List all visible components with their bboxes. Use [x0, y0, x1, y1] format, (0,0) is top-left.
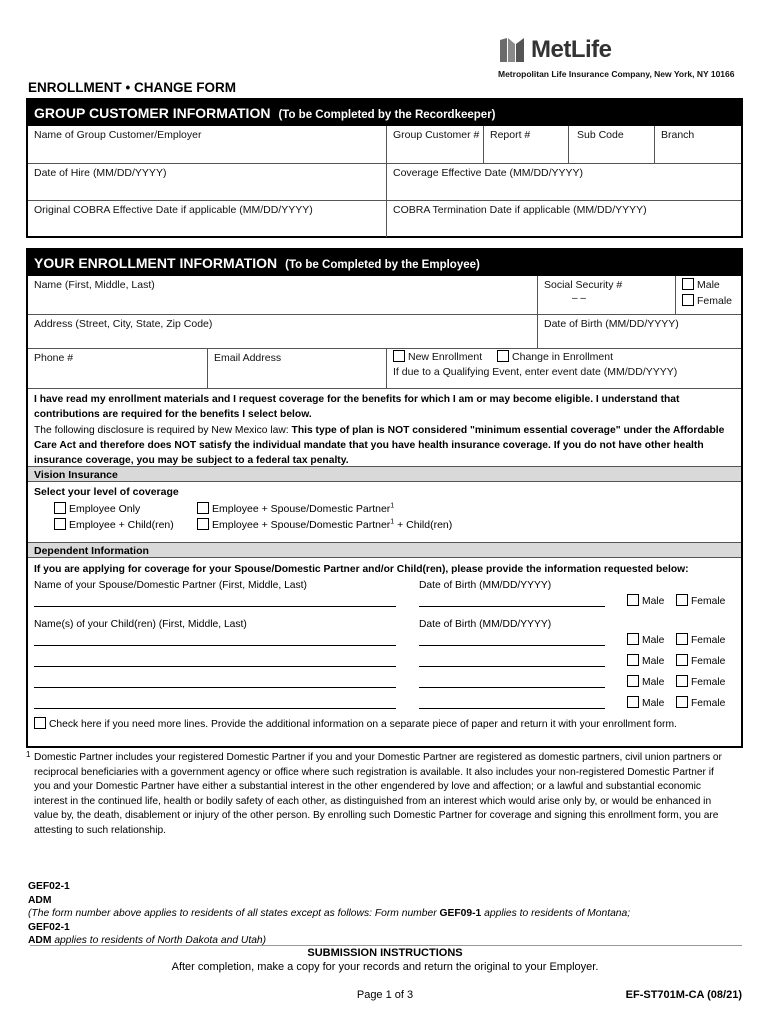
child-female-option[interactable] [676, 633, 725, 646]
child-male-option[interactable] [627, 654, 664, 667]
new-enrollment-checkbox[interactable] [393, 350, 405, 362]
employee-spouse-children-option[interactable] [197, 518, 452, 531]
date-of-hire-field[interactable] [28, 164, 386, 200]
female-checkbox[interactable] [682, 294, 694, 306]
child-female-option[interactable] [676, 654, 725, 667]
employee-spouse-option[interactable] [197, 502, 394, 515]
child-name-input[interactable] [34, 645, 396, 646]
group-section-title: GROUP CUSTOMER INFORMATION [34, 105, 271, 121]
page-number: Page 1 of 3 [356, 989, 414, 1001]
spouse-dob-input[interactable] [419, 606, 605, 607]
change-enrollment-option[interactable] [497, 351, 613, 363]
form-code-1: GEF02-1 [28, 881, 70, 892]
employee-only-label: Employee Only [69, 503, 141, 515]
more-lines-label: Check here if you need more lines. Provide the additional information on a separate piece of paper and return it with your enrollment form. [49, 719, 677, 730]
enroll-row-address [28, 314, 741, 348]
child-male-label: Male [642, 635, 665, 646]
child-female-checkbox[interactable] [676, 675, 688, 687]
child-female-label: Female [691, 635, 726, 646]
group-section-subtitle: (To be Completed by the Recordkeeper) [278, 109, 496, 121]
phone-field[interactable] [28, 349, 207, 388]
children-name-label: Name(s) of your Child(ren) (First, Middle, Last) [34, 619, 247, 630]
sub-code-label: Sub Code [577, 129, 624, 141]
spouse-female-option[interactable] [676, 594, 725, 607]
employee-children-option[interactable] [54, 518, 174, 531]
child-female-label: Female [691, 698, 726, 709]
female-label: Female [697, 295, 733, 307]
form-code-3: GEF02-1 [28, 921, 70, 933]
employee-spouse-checkbox[interactable] [197, 502, 209, 514]
child-male-checkbox[interactable] [627, 696, 639, 708]
company-address: Metropolitan Life Insurance Company, New York, NY 10166 [498, 69, 735, 79]
more-lines-option[interactable] [34, 717, 677, 730]
vision-insurance-header: Vision Insurance [28, 466, 741, 482]
child-male-label: Male [642, 656, 665, 667]
new-mexico-disclosure-2: Care Act and therefore does NOT satisfy the individual mandate that you have health insurance coverage. If you do not have other health [34, 439, 704, 451]
cobra-effective-date-label: Original COBRA Effective Date if applicable (MM/DD/YYYY) [34, 204, 313, 216]
enrollment-section-header [28, 250, 741, 276]
employee-dob-label: Date of Birth (MM/DD/YYYY) [544, 318, 679, 330]
employee-dob-field[interactable] [537, 315, 741, 348]
footnote-mark: 1 [26, 750, 31, 759]
new-enrollment-option[interactable] [393, 351, 482, 363]
footnote-line: attesting to such relationship. [34, 824, 166, 836]
employee-children-label: Employee + Child(ren) [69, 519, 174, 531]
child-male-option[interactable] [627, 696, 664, 709]
spouse-male-option[interactable] [627, 594, 664, 607]
male-label: Male [697, 279, 720, 291]
form-title: ENROLLMENT • CHANGE FORM [28, 80, 236, 95]
child-male-option[interactable] [627, 633, 664, 646]
qualifying-event-label: If due to a Qualifying Event, enter event date (MM/DD/YYYY) [393, 366, 678, 378]
attestation-line-1: I have read my enrollment materials and I request coverage for the benefits for which I am or may become eligible. I understand that [34, 394, 680, 405]
footnote-ref: 1 [390, 502, 395, 510]
employee-only-option[interactable] [54, 502, 140, 515]
phone-label: Phone # [34, 352, 74, 364]
spouse-male-checkbox[interactable] [627, 594, 639, 606]
group-row-1 [28, 126, 741, 163]
vision-options [28, 482, 741, 542]
form-code-2: ADM [28, 894, 52, 906]
male-checkbox[interactable] [682, 278, 694, 290]
form-note-a: (The form number above applies to residents of all states except as follows: Form number [28, 908, 440, 919]
female-option[interactable] [682, 293, 735, 309]
footnote-ref: 1 [390, 518, 395, 526]
attestation-block [28, 388, 741, 466]
employee-spouse-children-checkbox[interactable] [197, 518, 209, 530]
child-female-checkbox[interactable] [676, 696, 688, 708]
new-enrollment-label: New Enrollment [408, 351, 483, 363]
email-field[interactable] [207, 349, 386, 388]
enroll-row-name [28, 276, 741, 314]
submission-text: After completion, make a copy for your records and return the original to your Employer. [171, 961, 599, 973]
spouse-female-checkbox[interactable] [676, 594, 688, 606]
form-code: EF-ST701M-CA (08/21) [625, 989, 742, 1001]
child-name-input[interactable] [34, 708, 396, 709]
footnote-line: you and your Domestic Partner have either a substantial interest in the other engendered by love and affection; or a lawful and substantial economic [34, 781, 701, 793]
gender-options [675, 276, 741, 314]
group-customer-name-label: Name of Group Customer/Employer [34, 129, 202, 141]
cobra-termination-date-field[interactable] [386, 201, 741, 237]
employee-only-checkbox[interactable] [54, 502, 66, 514]
branch-label: Branch [661, 129, 695, 141]
child-dob-input[interactable] [419, 645, 605, 646]
ssn-separators: – – [572, 293, 586, 304]
sub-code-field[interactable] [568, 126, 654, 163]
dependent-block [28, 558, 741, 738]
ssn-field[interactable] [537, 276, 675, 314]
new-mexico-disclosure-3: insurance coverage, you may be subject to a federal tax penalty. [34, 455, 349, 467]
child-male-label: Male [642, 698, 665, 709]
group-customer-number-field[interactable] [386, 126, 483, 163]
address-field[interactable] [28, 315, 537, 348]
child-female-option[interactable] [676, 675, 725, 688]
report-number-label: Report # [490, 129, 531, 141]
footnote-line: Domestic Partner includes your registered Domestic Partner if you and your Domestic Partner are registered as domestic partners, civil union partners or [34, 752, 722, 763]
employee-name-field[interactable] [28, 276, 537, 314]
employee-spouse-label: Employee + Spouse/Domestic Partner [212, 503, 391, 515]
child-male-label: Male [642, 677, 665, 688]
new-mexico-disclosure-intro: The following disclosure is required by New Mexico law: [34, 424, 292, 436]
form-note-c: applies to residents of Montana; [481, 908, 631, 919]
coverage-level-label: Select your level of coverage [34, 486, 179, 498]
form-note-d: applies to residents of North Dakota and Utah) [51, 935, 267, 946]
group-row-2 [28, 163, 741, 200]
logo-text: MetLife [531, 36, 612, 63]
child-male-checkbox[interactable] [627, 633, 639, 645]
enrollment-section-title: YOUR ENROLLMENT INFORMATION [34, 255, 278, 271]
employee-spouse-children-suffix: + Child(ren) [394, 519, 453, 531]
group-customer-number-label: Group Customer # [393, 129, 480, 141]
enroll-row-phone [28, 348, 741, 388]
divider [30, 945, 742, 946]
spouse-name-input[interactable] [34, 606, 396, 607]
child-dob-input[interactable] [419, 687, 605, 688]
attestation-line-2: contributions are required for the benefits I select below. [34, 409, 312, 421]
dependent-intro: If you are applying for coverage for your Spouse/Domestic Partner and/or Child(ren), please provide the information requested below: [34, 564, 689, 575]
child-female-label: Female [691, 677, 726, 688]
enrollment-section-subtitle: (To be Completed by the Employee) [285, 259, 480, 271]
employee-spouse-children-label: Employee + Spouse/Domestic Partner [212, 519, 391, 531]
child-name-input[interactable] [34, 666, 396, 667]
report-number-field[interactable] [483, 126, 568, 163]
child-male-checkbox[interactable] [627, 675, 639, 687]
domestic-partner-footnote [34, 751, 744, 839]
employee-name-label: Name (First, Middle, Last) [34, 279, 155, 291]
spouse-male-label: Male [642, 596, 665, 607]
metlife-logo [498, 36, 612, 64]
child-dob-input[interactable] [419, 666, 605, 667]
email-label: Email Address [214, 352, 282, 364]
child-female-label: Female [691, 656, 726, 667]
change-enrollment-label: Change in Enrollment [512, 351, 614, 363]
ssn-label: Social Security # [544, 279, 623, 291]
cobra-effective-date-field[interactable] [28, 201, 386, 237]
group-customer-name-field[interactable] [28, 126, 386, 163]
form-note-b: GEF09-1 [439, 908, 482, 919]
change-enrollment-checkbox[interactable] [497, 350, 509, 362]
child-female-option[interactable] [676, 696, 725, 709]
spouse-dob-label: Date of Birth (MM/DD/YYYY) [419, 580, 552, 591]
form-code-4: ADM [28, 935, 52, 946]
employee-children-checkbox[interactable] [54, 518, 66, 530]
spouse-name-label: Name of your Spouse/Domestic Partner (First, Middle, Last) [34, 580, 307, 591]
enrollment-type-field [386, 349, 741, 388]
spouse-female-label: Female [691, 596, 726, 607]
child-female-checkbox[interactable] [676, 633, 688, 645]
group-customer-section [26, 98, 743, 238]
children-dob-label: Date of Birth (MM/DD/YYYY) [419, 619, 552, 630]
footnote-line: interest in the continued life, health or bodily safety of each other, as distinguished from an interest which would arise only by, or would be enhanced in [34, 795, 712, 807]
child-male-option[interactable] [627, 675, 664, 688]
footnote-line: reciprocal beneficiaries with a government agency or office where such registration is available. It also includes your non-registered Domestic Partner if [34, 766, 714, 778]
form-number-block [28, 880, 728, 948]
address-label: Address (Street, City, State, Zip Code) [34, 318, 213, 330]
male-option[interactable] [682, 277, 735, 293]
group-row-3 [28, 200, 741, 237]
enrollment-section [26, 248, 743, 748]
more-lines-checkbox[interactable] [34, 717, 46, 729]
coverage-effective-date-label: Coverage Effective Date (MM/DD/YYYY) [393, 167, 584, 179]
child-dob-input[interactable] [419, 708, 605, 709]
date-of-hire-label: Date of Hire (MM/DD/YYYY) [34, 167, 167, 179]
branch-field[interactable] [654, 126, 741, 163]
group-section-header [28, 100, 741, 126]
coverage-effective-date-field[interactable] [386, 164, 741, 200]
footnote-line: value by, the death, disablement or injury of the other person. By enrolling such Domestic Partner for coverage and signing this enrollment form, you are [34, 810, 719, 822]
cobra-termination-date-label: COBRA Termination Date if applicable (MM/DD/YYYY) [393, 204, 647, 216]
submission-title: SUBMISSION INSTRUCTIONS [307, 947, 463, 959]
child-female-checkbox[interactable] [676, 654, 688, 666]
new-mexico-disclosure-1: This type of plan is NOT considered "minimum essential coverage" under the Affordable [291, 424, 725, 436]
child-name-input[interactable] [34, 687, 396, 688]
dependent-information-header: Dependent Information [28, 542, 741, 558]
child-male-checkbox[interactable] [627, 654, 639, 666]
metlife-logo-icon [498, 36, 526, 64]
